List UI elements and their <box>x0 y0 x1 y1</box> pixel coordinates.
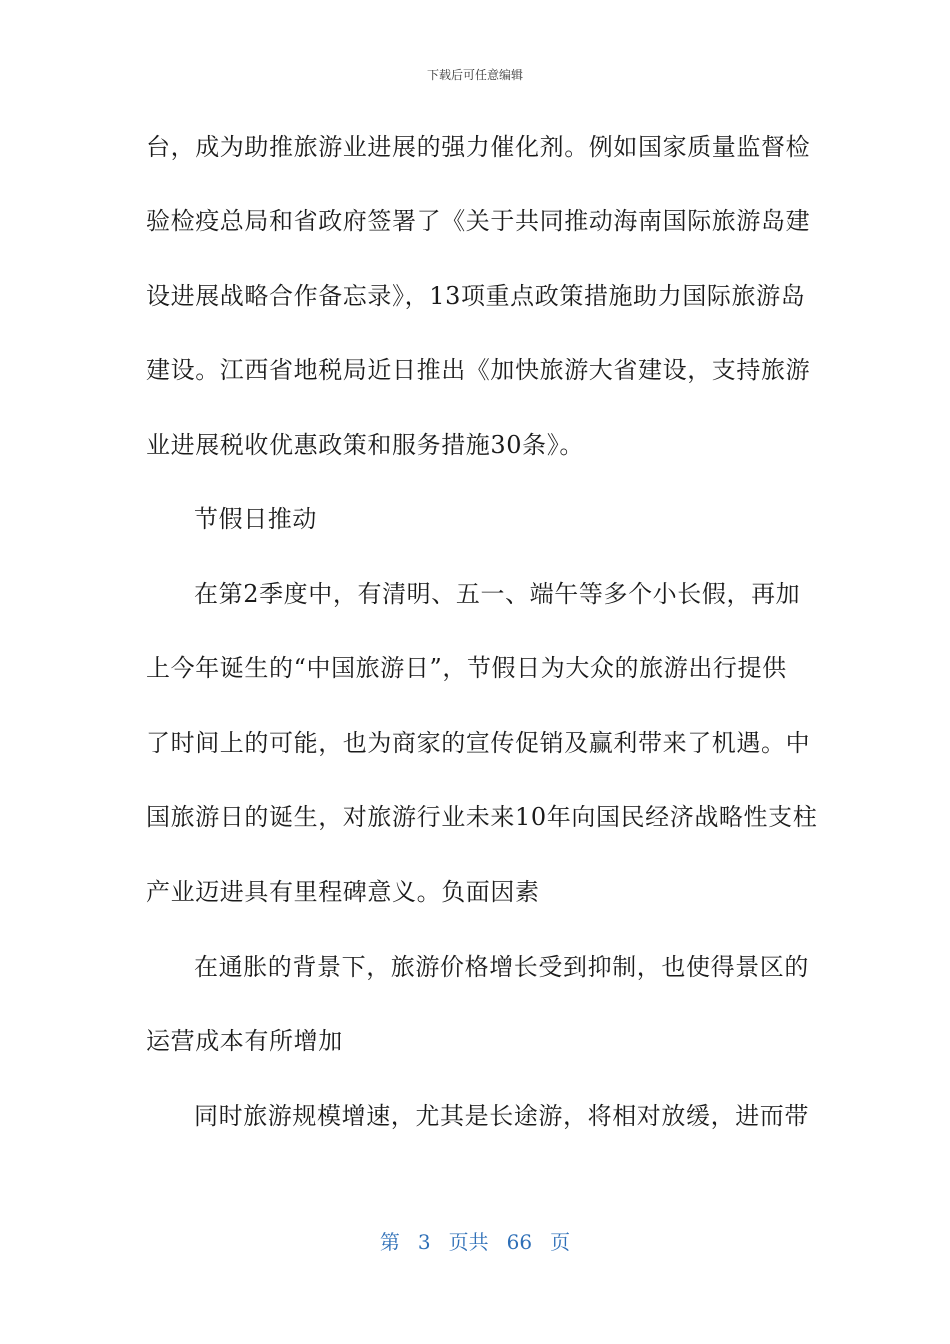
text-line: 上今年诞生的“中国旅游日”，节假日为大众的旅游出行提供 <box>146 654 787 682</box>
text-line: 验检疫总局和省政府签署了《关于共同推动海南国际旅游岛建 <box>146 207 811 235</box>
text-line: 了时间上的可能，也为商家的宣传促销及赢利带来了机遇。中 <box>146 729 811 757</box>
page-header: 下载后可任意编辑 <box>426 68 523 82</box>
footer-total-pages: 66 <box>506 1230 533 1254</box>
text-line: 同时旅游规模增速，尤其是长途游，将相对放缓，进而带 <box>194 1102 809 1130</box>
text-line: 设进展战略合作备忘录》，13项重点政策措施助力国际旅游岛 <box>146 282 806 310</box>
text-line: 运营成本有所增加 <box>146 1027 343 1055</box>
footer-prefix: 第 <box>379 1230 400 1254</box>
page-footer <box>0 1226 950 1255</box>
text-line: 产业迈进具有里程碑意义。负面因素 <box>146 878 540 906</box>
text-line: 台，成为助推旅游业进展的强力催化剂。例如国家质量监督检 <box>146 133 811 161</box>
section-heading: 节假日推动 <box>194 505 317 533</box>
text-line: 业进展税收优惠政策和服务措施30条》。 <box>146 431 584 459</box>
footer-page-number: 3 <box>417 1230 431 1254</box>
text-line: 在第2季度中，有清明、五一、端午等多个小长假，再加 <box>194 580 801 608</box>
footer-suffix: 页 <box>550 1230 571 1254</box>
text-line: 在通胀的背景下，旅游价格增长受到抑制，也使得景区的 <box>194 953 809 981</box>
text-line: 国旅游日的诞生，对旅游行业未来10年向国民经济战略性支柱 <box>146 803 818 831</box>
footer-middle: 页共 <box>448 1230 489 1254</box>
text-line: 建设。江西省地税局近日推出《加快旅游大省建设，支持旅游 <box>146 356 811 384</box>
